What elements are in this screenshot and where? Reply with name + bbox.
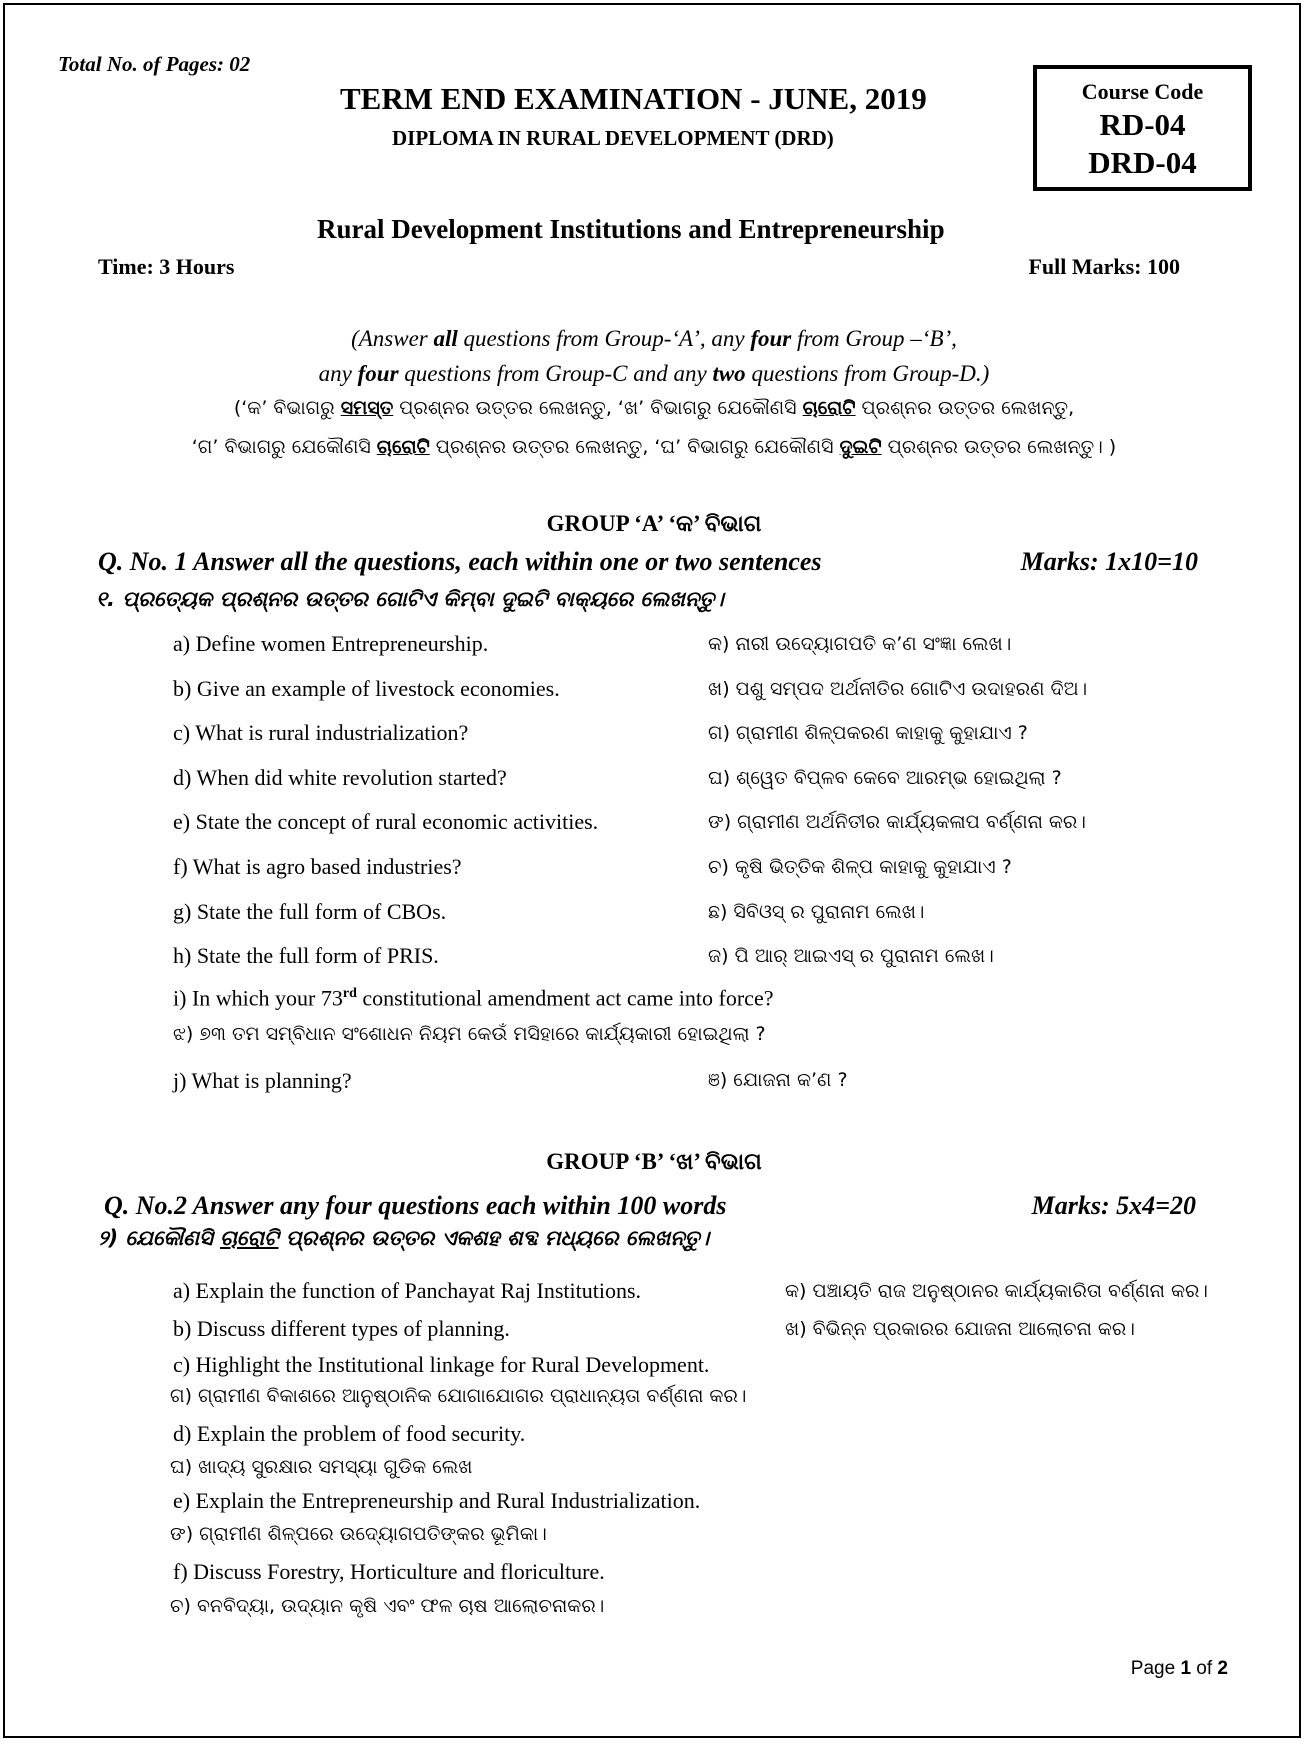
group-b-heading: GROUP ‘B’ ‘ଖ’ ବିଭାଗ [546, 1149, 762, 1174]
q2-odia: ୨) ଯେକୌଣସି ଚାରୋଟି ପ୍ରଶ୍ନର ଉତ୍ତର ଏକଶହ ଶବ୍ଦ ମଧ୍ୟରେ ଲେଖନ୍ତୁ। [98, 1226, 710, 1250]
q1-item-i-odia: ଝ) ୭୩ ତମ ସମ୍ବିଧାନ ସଂଶୋଧନ ନିୟମ କେଉଁ ମସିହାରେ କାର୍ଯ୍ୟକାରୀ ହୋଇଥିଲା ? [173, 1023, 766, 1045]
q2-item-a: a) Explain the function of Panchayat Raj Institutions. [173, 1278, 642, 1303]
q2-item-b-odia: ଖ) ବିଭିନ୍ନ ପ୍ରକାରର ଯୋଜନା ଆଲୋଚନା କର। [785, 1318, 1135, 1340]
program-name: DIPLOMA IN RURAL DEVELOPMENT (DRD) [392, 126, 834, 150]
q1-item-i: i) In which your 73rd constitutional amendment act came into force? [173, 985, 774, 1011]
total-pages: Total No. of Pages: 02 [58, 52, 251, 76]
instruction-line-2: any four questions from Group-C and any two questions from Group-D.) [318, 361, 990, 386]
course-code-box [1033, 65, 1252, 191]
q2-item-a-odia: କ) ପଞ୍ଚାୟତି ରାଜ ଅନୁଷ୍ଠାନର କାର୍ଯ୍ୟକାରିତା ବର୍ଣ୍ଣନା କର। [785, 1280, 1208, 1302]
q1-item: g) State the full form of CBOs. [173, 898, 447, 924]
course-code-2: DRD-04 [1088, 145, 1197, 180]
q1-item: f) What is agro based industries? [173, 854, 462, 879]
course-code-1: RD-04 [1099, 107, 1186, 142]
page-number: Page 1 of 2 [1130, 1658, 1228, 1679]
group-a-heading: GROUP ‘A’ ‘କ’ ବିଭାଗ [546, 511, 762, 536]
q2-item-f: f) Discuss Forestry, Horticulture and floriculture. [173, 1559, 605, 1584]
full-marks: Full Marks: 100 [1028, 254, 1180, 279]
q1-item: h) State the full form of PRIS. [173, 943, 439, 969]
exam-title: TERM END EXAMINATION - JUNE, 2019 [340, 81, 927, 116]
q2-item-c: c) Highlight the Institutional linkage for Rural Development. [173, 1352, 710, 1377]
q1-item-odia: ଛ) ସିବିଓସ୍ ର ପୁରାନାମ ଲେଖ। [708, 900, 925, 923]
course-code-label: Course Code [1081, 79, 1204, 104]
q1-item: b) Give an example of livestock economies. [173, 675, 560, 701]
q2-item-b: b) Discuss different types of planning. [173, 1316, 510, 1341]
q1-marks: Marks: 1x10=10 [1020, 547, 1198, 576]
q2-item-c-odia: ଗ) ଗ୍ରାମୀଣ ବିକାଶରେ ଆନୁଷ୍ଠାନିକ ଯୋଗାଯୋଗର ପ୍ରାଧାନ୍ୟତା ବର୍ଣ୍ଣନା କର। [170, 1385, 747, 1407]
q1-text: Q. No. 1 Answer all the questions, each within one or two sentences [98, 547, 822, 576]
q1-item-odia: କ) ନାରୀ ଉଦ୍ୟୋଗପତି କ’ଣ ସଂଜ୍ଞା ଲେଖ। [708, 633, 1012, 655]
q1-item-odia: ଚ) କୃଷି ଭିତ୍ତିକ ଶିଳ୍ପ କାହାକୁ କୁହାଯାଏ ? [708, 856, 1012, 878]
instruction-odia-1: (‘କ’ ବିଭାଗରୁ ସମସ୍ତ ପ୍ରଶ୍ନର ଉତ୍ତର ଲେଖନ୍ତୁ, ‘ଖ’ ବିଭାଗରୁ ଯେକୌଣସି ଚାରୋଟି ପ୍ରଶ୍ନର ଉତ୍ତର ଲେଖନ୍ତୁ, [233, 397, 1075, 419]
q1-item-odia: ଖ) ପଶୁ ସମ୍ପଦ ଅର୍ଥନୀତିର ଗୋଟିଏ ଉଦାହରଣ ଦିଅ। [708, 677, 1088, 700]
q1-item: c) What is rural industrialization? [173, 720, 469, 746]
instruction-line-1: (Answer all questions from Group-‘A’, any four from Group –‘B’, [351, 326, 957, 351]
q1-item-odia: ଜ) ପି ଆର୍ ଆଇଏସ୍ ର ପୁରାନାମ ଲେଖ। [708, 945, 994, 968]
q1-item-odia: ଙ) ଗ୍ରାମୀଣ ଅର୍ଥନିତୀର କାର୍ଯ୍ୟକଳାପ ବର୍ଣ୍ଣନା କର। [708, 811, 1086, 834]
q2-item-f-odia: ଚ) ବନବିଦ୍ୟା, ଉଦ୍ୟାନ କୃଷି ଏବଂ ଫଳ ଚାଷ ଆଲୋଚନାକର। [170, 1595, 605, 1617]
q1-item: e) State the concept of rural economic activities. [173, 809, 599, 835]
q1-item: d) When did white revolution started? [173, 764, 507, 790]
q2-marks: Marks: 5x4=20 [1031, 1191, 1196, 1220]
q2-item-d: d) Explain the problem of food security. [173, 1421, 526, 1446]
q1-item-odia: ଗ) ଗ୍ରାମୀଣ ଶିଳ୍ପକରଣ କାହାକୁ କୁହାଯାଏ ? [708, 722, 1028, 745]
q1-item-odia: ଘ) ଶ୍ୱେତ ବିପ୍ଳବ କେବେ ଆରମ୍ଭ ହୋଇଥିଲା ? [708, 766, 1062, 789]
instruction-odia-2: ‘ଗ’ ବିଭାଗରୁ ଯେକୌଣସି ଚାରୋଟି ପ୍ରଶ୍ନର ଉତ୍ତର ଲେଖନ୍ତୁ, ‘ଘ’ ବିଭାଗରୁ ଯେକୌଣସି ଦୁଇଟି ପ୍ରଶ୍ନର ଉତ୍ତର ଲେଖନ୍ତୁ। ) [191, 436, 1117, 458]
subject-title: Rural Development Institutions and Entrepreneurship [317, 214, 945, 244]
time-allowed: Time: 3 Hours [98, 254, 235, 279]
q2-item-d-odia: ଘ) ଖାଦ୍ୟ ସୁରକ୍ଷାର ସମସ୍ୟା ଗୁଡିକ ଲେଖ [170, 1456, 473, 1478]
q1-item: a) Define women Entrepreneurship. [173, 631, 489, 656]
q2-text: Q. No.2 Answer any four questions each within 100 words [104, 1191, 727, 1220]
q1-item-j: j) What is planning? [173, 1068, 352, 1093]
q2-item-e: e) Explain the Entrepreneurship and Rural Industrialization. [173, 1488, 701, 1513]
q1-odia: ୧. ପ୍ରତ୍ୟେକ ପ୍ରଶ୍ନର ଉତ୍ତର ଗୋଟିଏ କିମ୍ବା ଦୁଇଟି ବାକ୍ୟରେ ଲେଖନ୍ତୁ। [96, 587, 724, 611]
q2-item-e-odia: ଙ) ଗ୍ରାମୀଣ ଶିଳ୍ପରେ ଉଦ୍ୟୋଗପତିଙ୍କର ଭୂମିକା। [170, 1523, 547, 1545]
q1-item-j-odia: ଞ) ଯୋଜନା କ’ଣ ? [708, 1069, 848, 1091]
